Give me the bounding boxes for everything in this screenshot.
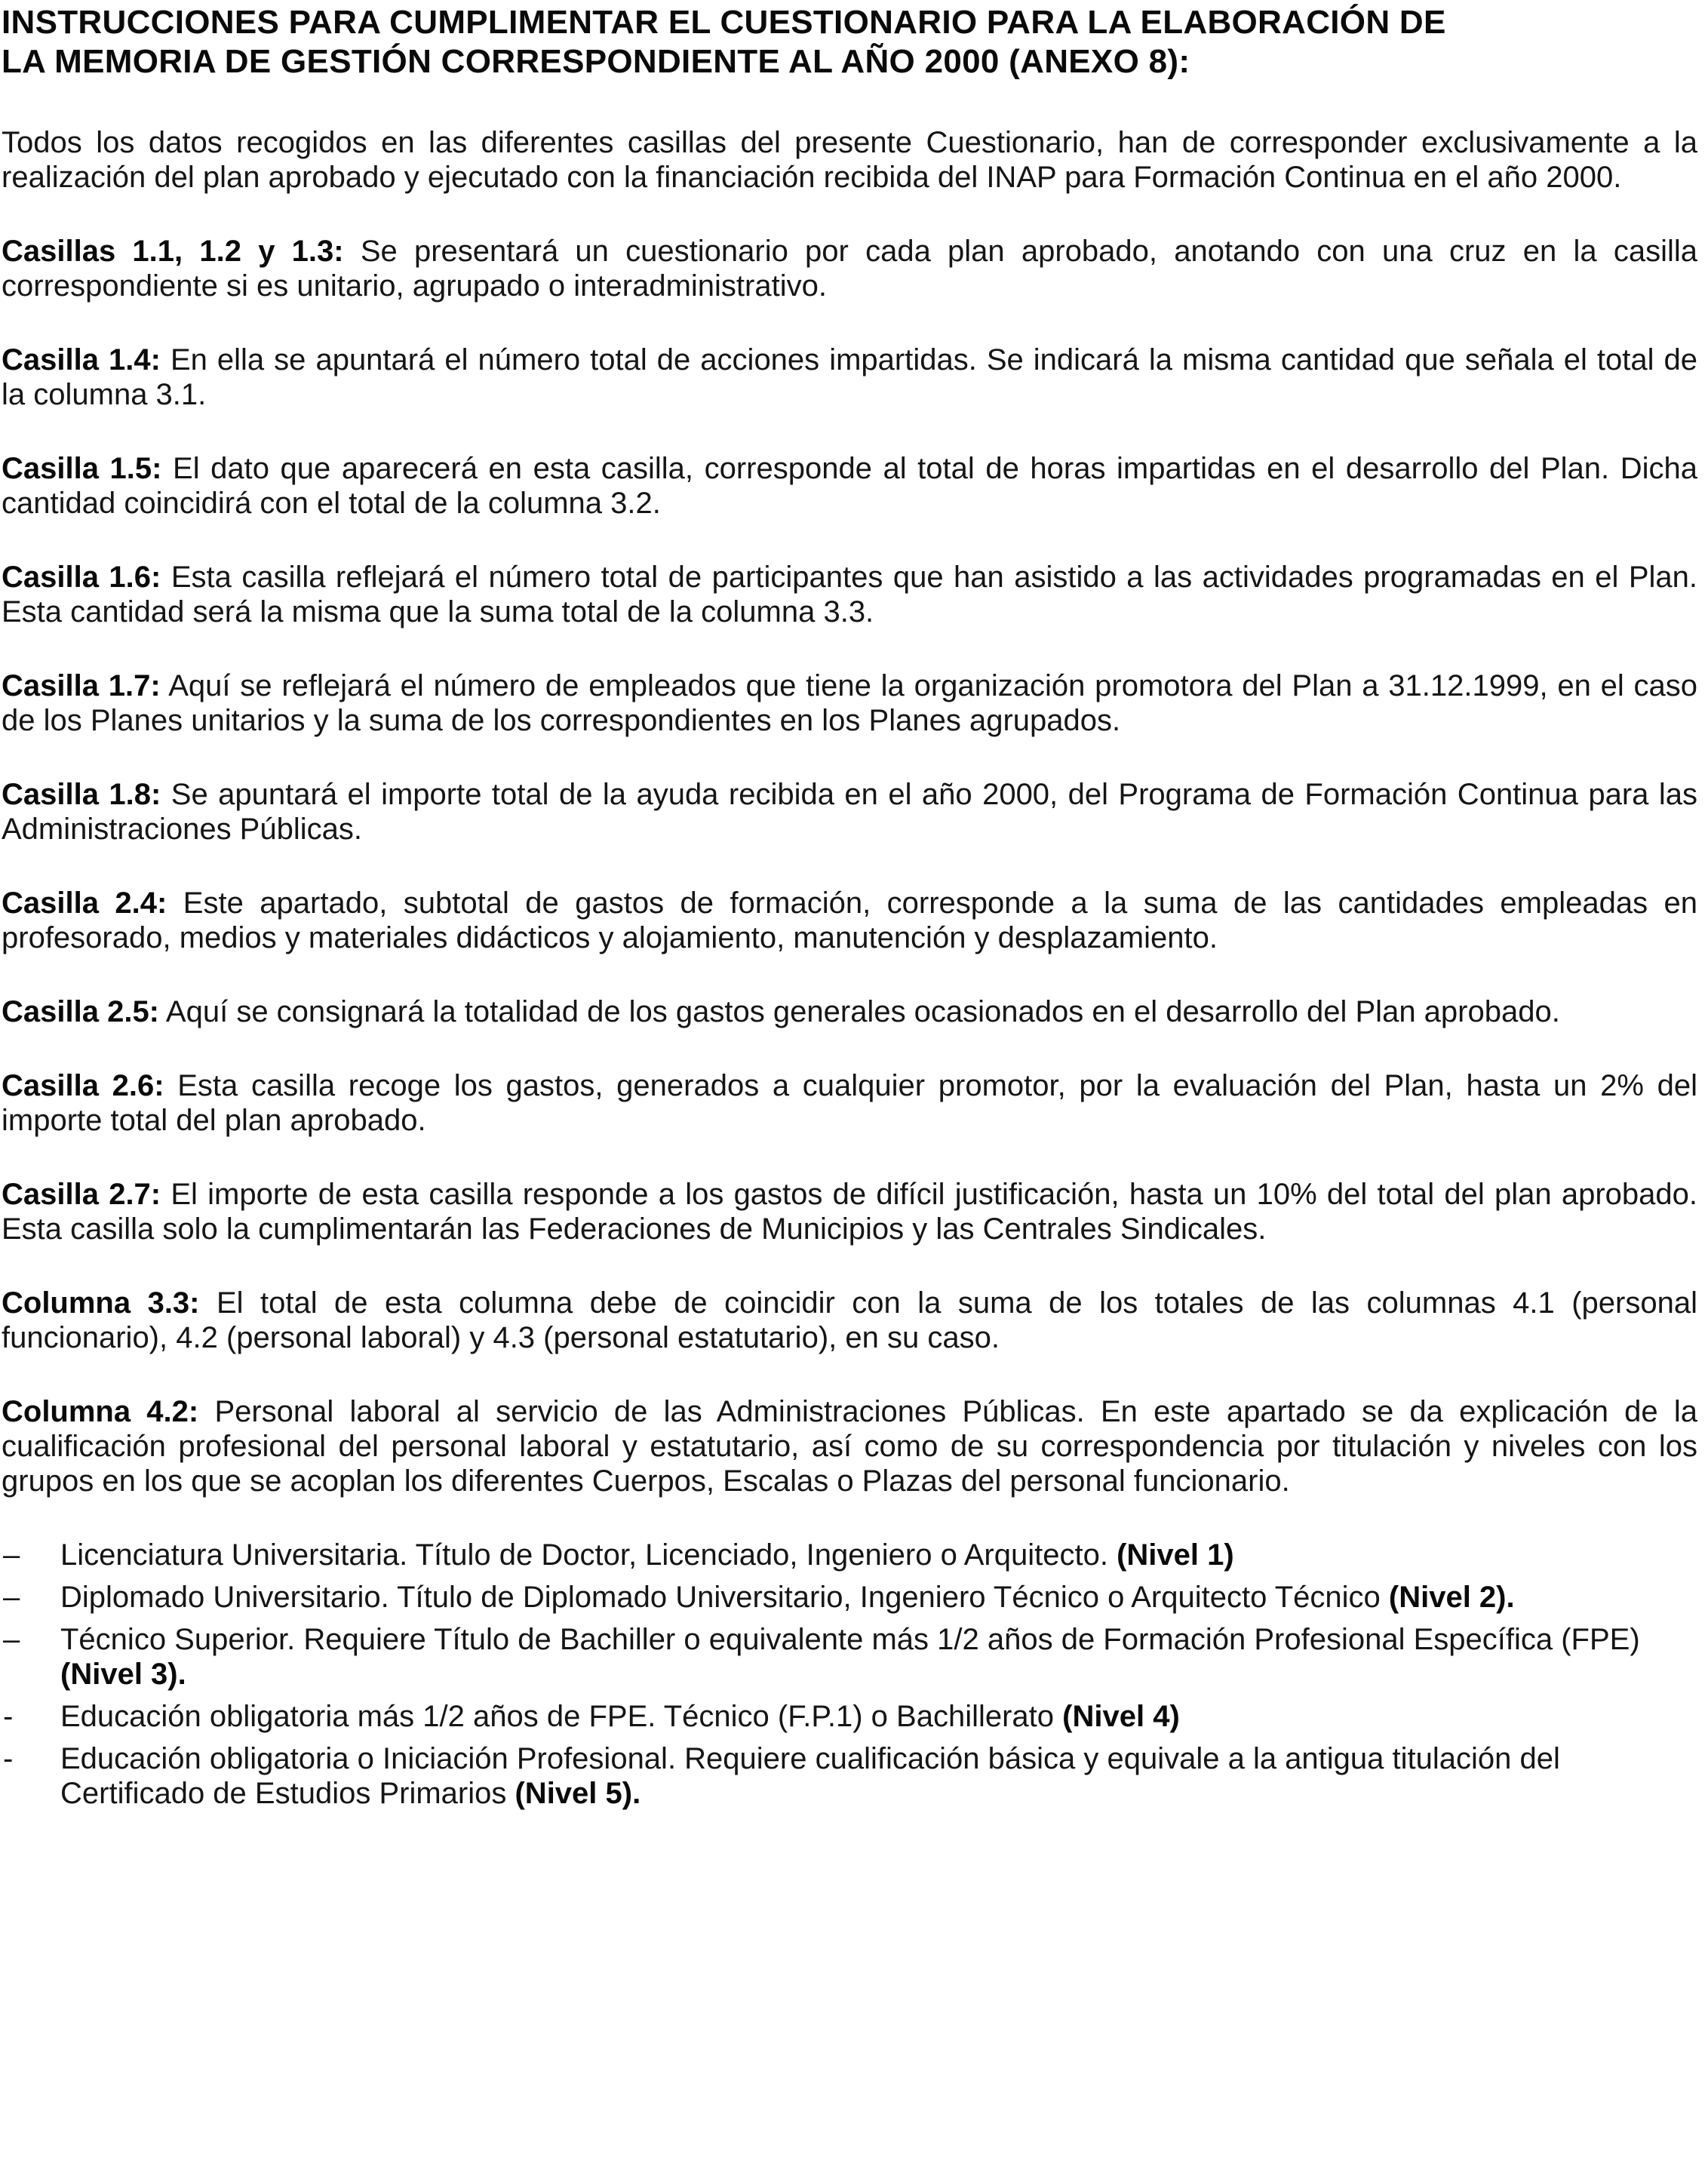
section-label: Casilla 1.4: <box>2 343 161 376</box>
section-label: Casilla 1.5: <box>2 452 162 485</box>
section-casilla-2-7 <box>2 1177 1697 1246</box>
title-line-2: LA MEMORIA DE GESTIÓN CORRESPONDIENTE AL AÑO 2000 (ANEXO 8): <box>2 43 1190 80</box>
level-tag: (Nivel 2). <box>1388 1581 1515 1614</box>
section-label: Casillas 1.1, 1.2 y 1.3: <box>2 235 344 268</box>
section-text: Aquí se consignará la totalidad de los gastos generales ocasionados en el desarrollo del Plan aprobado. <box>165 995 1560 1028</box>
section-text: El dato que aparecerá en esta casilla, corresponde al total de horas impartidas en el desarrollo del Plan. Dicha cantidad coincidirá con el total de la columna 3.2. <box>2 452 1697 520</box>
section-text: Personal laboral al servicio de las Administraciones Públicas. En este apartado se da explicación de la cualificación profesional del personal laboral y estatutario, así como de su correspondencia por titulación y niveles con los grupos en los que se acoplan los diferentes Cuerpos, Escalas o Plazas del personal funcionario. <box>2 1395 1697 1498</box>
list-dash: - <box>3 1700 14 1733</box>
section-label: Casilla 2.4: <box>2 887 167 920</box>
section-text: Esta casilla recoge los gastos, generados a cualquier promotor, por la evaluación del Plan, hasta un 2% del importe total del plan aprobado. <box>2 1069 1697 1137</box>
list-dash: - <box>3 1742 14 1775</box>
section-text: Esta casilla reflejará el número total de participantes que han asistido a las actividades programadas en el Plan. Esta cantidad será la misma que la suma total de la columna 3.3. <box>2 561 1698 628</box>
section-label: Columna 4.2: <box>2 1395 199 1428</box>
section-text: El total de esta columna debe de coincidir con la suma de los totales de las columnas 4.1 (personal funcionario), 4.2 (personal laboral) y 4.3 (personal estatutario), en su caso. <box>2 1286 1697 1354</box>
level-text: Técnico Superior. Requiere Título de Bachiller o equivalente más 1/2 años de Formación Profesional Específica (FPE) <box>60 1623 1640 1656</box>
section-casilla-2-5 <box>2 994 1697 1029</box>
section-casilla-2-6 <box>2 1068 1697 1138</box>
qualification-level-list <box>2 1538 1697 1811</box>
level-item-2 <box>2 1580 1697 1615</box>
level-item-5 <box>2 1741 1697 1811</box>
section-casilla-1-4 <box>2 343 1697 412</box>
level-text: Educación obligatoria más 1/2 años de FPE. Técnico (F.P.1) o Bachillerato <box>60 1700 1055 1733</box>
level-item-4 <box>2 1699 1697 1734</box>
intro-paragraph: Todos los datos recogidos en las diferentes casillas del presente Cuestionario, han de corresponder exclusivamente a la realización del plan aprobado y ejecutado con la financiación recibida del INAP para Formación Continua en el año 2000. <box>2 126 1697 194</box>
section-text: Se presentará un cuestionario por cada plan aprobado, anotando con una cruz en la casilla correspondiente si es unitario, agrupado o interadministrativo. <box>2 235 1697 303</box>
level-item-3 <box>2 1622 1697 1692</box>
section-text: Aquí se reflejará el número de empleados que tiene la organización promotora del Plan a 31.12.1999, en el caso de los Planes unitarios y la suma de los correspondientes en los Planes agrupados. <box>2 669 1698 737</box>
document-title <box>2 3 1697 81</box>
level-text: Licenciatura Universitaria. Título de Doctor, Licenciado, Ingeniero o Arquitecto. <box>60 1538 1108 1572</box>
title-line-1: INSTRUCCIONES PARA CUMPLIMENTAR EL CUESTIONARIO PARA LA ELABORACIÓN DE <box>2 4 1446 41</box>
level-text: Educación obligatoria o Iniciación Profesional. Requiere cualificación básica y equivale a la antigua titulación del Certificado de Estudios Primarios <box>60 1742 1560 1810</box>
section-casilla-1-7 <box>2 668 1697 738</box>
level-tag: (Nivel 3). <box>60 1658 186 1691</box>
section-text: En ella se apuntará el número total de acciones impartidas. Se indicará la misma cantidad que señala el total de la columna 3.1. <box>2 343 1697 411</box>
level-tag: (Nivel 5). <box>515 1777 641 1810</box>
section-casilla-2-4 <box>2 886 1697 955</box>
section-label: Columna 3.3: <box>2 1286 200 1320</box>
section-label: Casilla 1.7: <box>2 669 161 702</box>
section-casilla-1-8 <box>2 777 1697 847</box>
section-casillas-1-1-1-3 <box>2 234 1697 303</box>
section-columna-3-3 <box>2 1286 1697 1355</box>
section-label: Casilla 1.6: <box>2 561 161 594</box>
section-text: El importe de esta casilla responde a los gastos de difícil justificación, hasta un 10% del total del plan aprobado. Esta casilla solo la cumplimentarán las Federaciones de Municipios y las Centrales Sindicales. <box>2 1178 1697 1246</box>
section-casilla-1-5 <box>2 451 1697 521</box>
section-casilla-1-6 <box>2 560 1697 629</box>
section-text: Este apartado, subtotal de gastos de formación, corresponde a la suma de las cantidades empleadas en profesorado, medios y materiales didácticos y alojamiento, manutención y desplazamiento. <box>2 887 1697 954</box>
level-item-1 <box>2 1538 1697 1572</box>
section-text: Se apuntará el importe total de la ayuda recibida en el año 2000, del Programa de Formación Continua para las Administraciones Públicas. <box>2 778 1697 846</box>
level-tag: (Nivel 1) <box>1117 1538 1234 1572</box>
level-text: Diplomado Universitario. Título de Diplomado Universitario, Ingeniero Técnico o Arquitecto Técnico <box>60 1581 1381 1614</box>
section-columna-4-2 <box>2 1394 1697 1498</box>
list-dash: – <box>3 1538 20 1572</box>
section-label: Casilla 1.8: <box>2 778 161 811</box>
section-label: Casilla 2.6: <box>2 1069 164 1102</box>
section-label: Casilla 2.7: <box>2 1178 161 1211</box>
list-dash: – <box>3 1581 20 1614</box>
section-label: Casilla 2.5: <box>2 995 160 1028</box>
level-tag: (Nivel 4) <box>1062 1700 1180 1733</box>
list-dash: – <box>3 1623 20 1656</box>
